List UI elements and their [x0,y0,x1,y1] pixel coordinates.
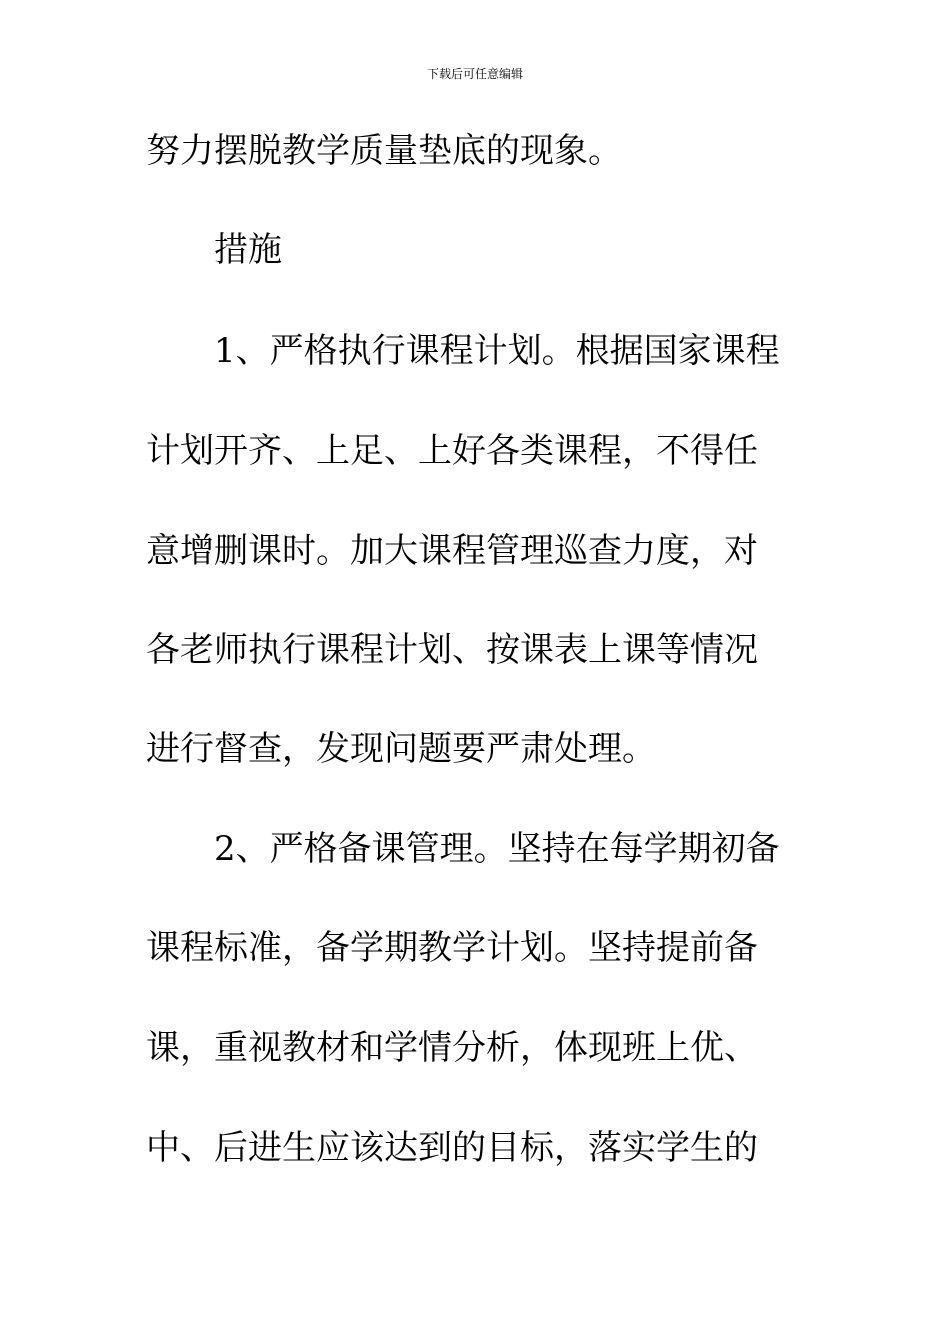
section-heading: 措施 [214,230,282,270]
text-line: 意增删课时。加大课程管理巡查力度，对 [146,531,758,571]
text-line: 各老师执行课程计划、按课表上课等情况 [146,630,758,670]
text-line: 课，重视教材和学情分析，体现班上优、 [146,1028,758,1068]
text-line: 课程标准，备学期教学计划。坚持提前备 [146,928,758,968]
text-line: 努力摆脱教学质量垫底的现象。 [146,131,622,171]
text-line: 计划开齐、上足、上好各类课程，不得任 [146,431,758,471]
text-line: 1、严格执行课程计划。根据国家课程 [214,331,780,371]
text-line: 进行督查，发现问题要严肃处理。 [146,729,656,769]
page-header: 下载后可任意编辑 [426,67,523,81]
text-line: 2、严格备课管理。坚持在每学期初备 [214,829,780,869]
text-line: 中、后进生应该达到的目标，落实学生的 [146,1128,758,1168]
